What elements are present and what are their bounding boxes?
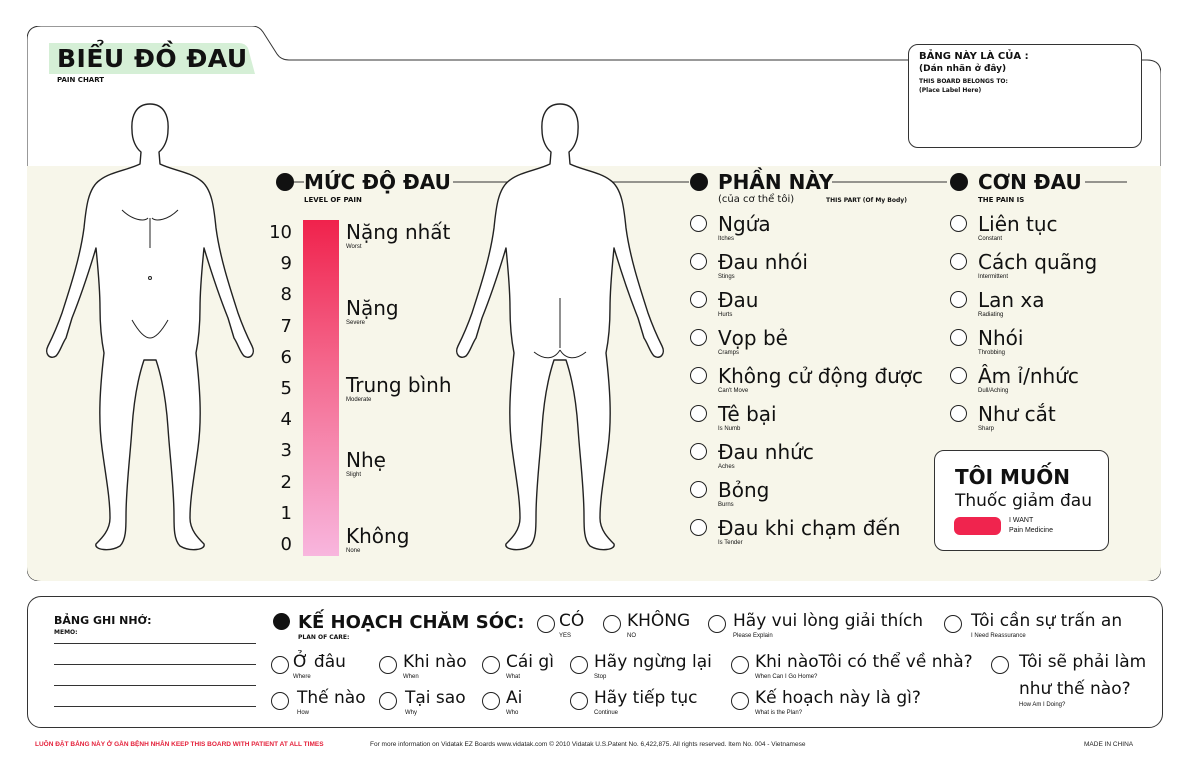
pain-scale-number[interactable]: 10 [269,222,292,243]
care-option-label: như thế nào? [1019,679,1131,699]
level-title: MỨC ĐỘ ĐAU [304,170,451,194]
pain-option-sublabel: Throbbing [978,350,1006,356]
pain-scale-number[interactable]: 3 [280,440,292,462]
part-option-label: Tê bại [718,402,777,426]
care-option-checkbox[interactable] [991,656,1009,674]
care-option-checkbox[interactable] [708,615,726,633]
care-option-label: Hãy tiếp tục [594,688,698,708]
pain-option-checkbox[interactable] [950,329,967,346]
part-option-label: Đau khi chạm đến [718,516,901,540]
part-option-checkbox[interactable] [690,481,707,498]
page-subtitle: PAIN CHART [57,76,105,84]
level-subtitle: LEVEL OF PAIN [304,196,362,204]
pain-option-sublabel: Constant [978,236,1003,242]
care-option-checkbox[interactable] [570,692,588,710]
part-option-checkbox[interactable] [690,443,707,460]
owner-instruction: (Dán nhãn ở đây) [919,64,1007,74]
i-want-title: TÔI MUỐN [955,465,1070,489]
part-option-sublabel: Is Numb [718,426,741,432]
care-option-sublabel: How [297,710,310,716]
care-option-sublabel: I Need Reassurance [971,633,1026,639]
care-option-sublabel: Where [293,674,311,680]
part-subtitle-vi: (của cơ thể tôi) [718,194,795,205]
care-option-sublabel: What is the Plan? [755,710,803,716]
part-option-sublabel: Stings [718,274,735,280]
care-option-label: Hãy vui lòng giải thích [733,611,924,631]
care-option-label: Hãy ngừng lại [594,652,712,672]
care-option-sublabel: When Can I Go Home? [755,674,818,680]
memo-line[interactable] [54,685,256,686]
care-option-checkbox[interactable] [570,656,588,674]
care-option-checkbox[interactable] [944,615,962,633]
pain-is-subtitle: THE PAIN IS [978,196,1025,204]
care-option-label: CÓ [559,611,585,631]
pain-scale-number[interactable]: 8 [280,284,292,306]
part-option-checkbox[interactable] [690,253,707,270]
care-option-sublabel: YES [559,633,572,639]
footer-warning: LUÔN ĐẶT BẢNG NÀY Ở GẦN BỆNH NHÂN KEEP THIS BOARD WITH PATIENT AT ALL TIMES [35,741,324,748]
pain-level-sublabel: None [346,548,361,554]
care-option-sublabel: What [506,674,521,680]
owner-heading: BẢNG NÀY LÀ CỦA : [919,51,1029,62]
part-option-checkbox[interactable] [690,405,707,422]
part-subtitle-en: THIS PART (Of My Body) [826,197,907,204]
memo-line[interactable] [54,643,256,644]
pain-level-sublabel: Worst [346,244,362,250]
pain-option-sublabel: Sharp [978,426,995,432]
part-option-label: Đau nhức [718,440,814,464]
memo-subtitle: MEMO: [54,629,78,636]
care-option-sublabel: Continue [594,710,619,716]
part-option-sublabel: Burns [718,502,734,508]
level-bullet [276,173,294,191]
care-option-checkbox[interactable] [482,656,500,674]
pain-option-checkbox[interactable] [950,367,967,384]
pain-option-label: Liên tục [978,212,1058,236]
pain-option-checkbox[interactable] [950,405,967,422]
i-want-item: Thuốc giảm đau [955,491,1092,511]
pain-scale-number[interactable]: 1 [280,502,292,524]
part-option-label: Đau [718,288,759,312]
care-option-checkbox[interactable] [271,656,289,674]
care-option-label: Thế nào [297,688,366,708]
part-option-checkbox[interactable] [690,329,707,346]
part-option-label: Vọp bẻ [718,326,788,350]
care-option-label: Ở đâu [293,652,346,672]
care-option-checkbox[interactable] [271,692,289,710]
part-option-label: Không cử động được [718,364,924,388]
care-option-sub: How Am I Doing? [1019,702,1066,708]
pain-scale-number[interactable]: 0 [280,534,292,555]
part-option-label: Bỏng [718,478,770,502]
care-option-label: Kế hoạch này là gì? [755,688,921,708]
part-title: PHẦN NÀY [718,170,834,194]
pain-scale-number[interactable]: 9 [280,253,292,275]
care-option-label: Ai [506,688,523,708]
part-option-sublabel: Itches [718,236,735,242]
body-back-figure[interactable] [450,98,670,558]
part-option-checkbox[interactable] [690,215,707,232]
pain-is-title: CƠN ĐAU [978,170,1082,194]
part-option-sublabel: Cramps [718,350,740,356]
owner-label-box[interactable] [908,44,1142,148]
care-option-label: Tôi cần sự trấn an [971,611,1123,631]
pain-level-label: Trung bình [346,373,452,397]
owner-heading-en: THIS BOARD BELONGS TO: [919,78,1008,85]
pain-option-checkbox[interactable] [950,253,967,270]
part-option-checkbox[interactable] [690,291,707,308]
page-title: BIỂU ĐỒ ĐAU [57,44,248,73]
pain-scale-number[interactable]: 5 [280,378,292,399]
pain-level-label: Nặng [346,296,399,320]
footer-made-in: MADE IN CHINA [1084,741,1134,748]
care-option-checkbox[interactable] [379,656,397,674]
memo-line[interactable] [54,664,256,665]
part-bullet [690,173,708,191]
pain-option-label: Cách quãng [978,250,1098,274]
pain-scale-number[interactable]: 4 [280,409,292,431]
pain-option-sublabel: Radiating [978,312,1004,318]
care-option-checkbox[interactable] [482,692,500,710]
pain-scale-bar[interactable] [303,220,339,556]
part-option-sublabel: Aches [718,464,735,470]
care-option-sublabel: Why [405,710,417,716]
pain-option-label: Như cắt [978,402,1056,426]
pain-level-label: Nặng nhất [346,220,451,244]
care-option-checkbox[interactable] [603,615,621,633]
part-option-sublabel: Hurts [718,312,733,318]
part-option-sublabel: Can't Move [718,388,749,394]
care-option-sublabel: Stop [594,674,607,680]
care-bullet [273,613,290,630]
i-want-en: I WANT [1009,517,1034,524]
care-option-label: Cái gì [506,652,554,672]
part-option-label: Ngứa [718,212,771,236]
care-option-label: Khi nàoTôi có thể về nhà? [755,652,973,672]
pain-option-label: Nhói [978,326,1024,350]
part-option-checkbox[interactable] [690,367,707,384]
pain-level-sublabel: Slight [346,472,362,478]
pain-option-checkbox[interactable] [950,291,967,308]
care-option-checkbox[interactable] [731,692,749,710]
care-title: KẾ HOẠCH CHĂM SÓC: [298,612,525,633]
body-front-figure[interactable] [40,98,260,558]
pain-level-sublabel: Severe [346,320,366,326]
memo-title: BẢNG GHI NHỚ: [54,614,152,627]
pain-scale-number[interactable]: 2 [280,471,292,493]
care-option-checkbox[interactable] [379,692,397,710]
pain-level-label: Nhẹ [346,448,386,472]
pain-option-checkbox[interactable] [950,215,967,232]
part-option-checkbox[interactable] [690,519,707,536]
i-want-box[interactable] [934,450,1109,551]
care-option-label: Khi nào [403,652,467,672]
pain-scale-number[interactable]: 7 [280,315,292,337]
owner-instruction-en: (Place Label Here) [919,87,982,94]
pain-level-label: Không [346,524,410,548]
part-option-sublabel: Is Tender [718,540,743,546]
care-option-label: KHÔNG [627,611,691,631]
footer-info: For more information on Vidatak EZ Boards www.vidatak.com © 2010 Vidatak U.S.Patent No. 6,422,875. All rights reserved. Item No. 004 - Vietnamese [370,741,806,748]
pill-icon [954,517,1001,535]
care-subtitle: PLAN OF CARE: [298,634,350,641]
pain-option-sublabel: Intermittent [978,274,1009,280]
i-want-item-en: Pain Medicine [1009,527,1053,534]
pain-scale-number[interactable]: 6 [280,346,292,368]
memo-line[interactable] [54,706,256,707]
care-option-label: Tại sao [405,688,466,708]
part-option-label: Đau nhói [718,250,808,274]
care-option-sublabel: NO [627,633,636,639]
care-option-sublabel: When [403,674,419,680]
care-option-checkbox[interactable] [537,615,555,633]
care-option-sublabel: Please Explain [733,633,773,639]
care-option-label: Tôi sẽ phải làm [1019,652,1147,672]
pain-option-label: Lan xa [978,288,1045,312]
pain-option-sublabel: Dull/Aching [978,388,1009,394]
care-option-checkbox[interactable] [731,656,749,674]
pain-option-label: Âm ỉ/nhức [978,364,1079,388]
care-option-sublabel: Who [506,710,519,716]
pain-is-bullet [950,173,968,191]
pain-level-sublabel: Moderate [346,397,372,403]
